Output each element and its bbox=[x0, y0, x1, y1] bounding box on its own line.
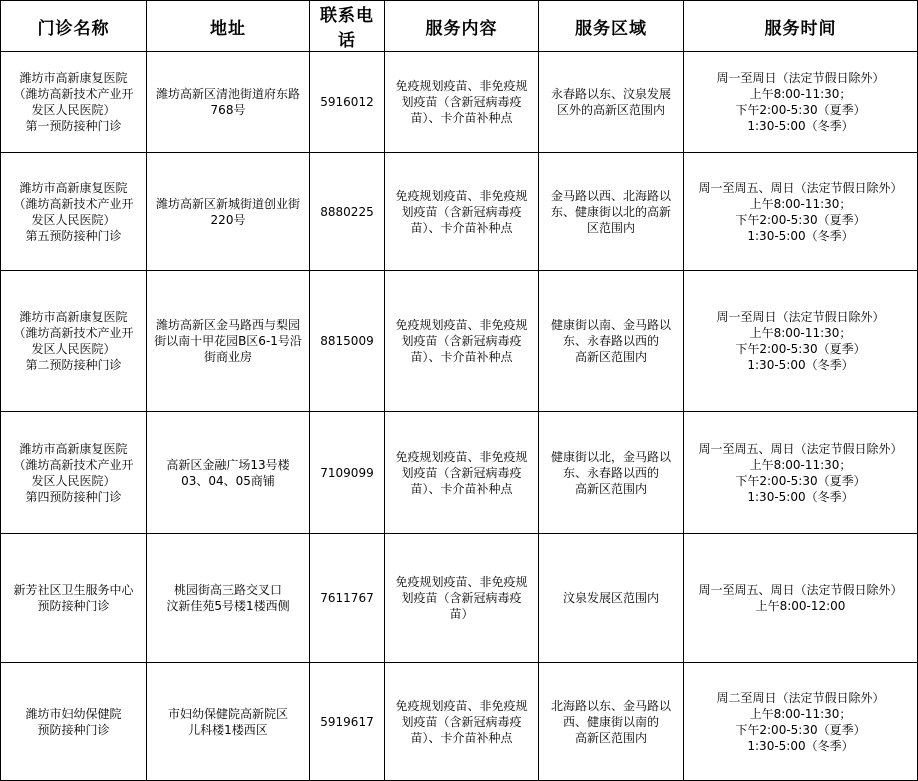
clinic-name-cell bbox=[1, 534, 147, 663]
header-service-content: 服务内容 bbox=[385, 1, 539, 52]
text-line: 高新区金融广场13号楼 bbox=[166, 457, 290, 472]
text-line: 市妇幼保健院高新院区 bbox=[167, 706, 288, 721]
phone-cell: 7611767 bbox=[310, 534, 385, 663]
text-line: 下午2:00-5:30（夏季） bbox=[735, 473, 866, 488]
phone-cell: 5919617 bbox=[310, 663, 385, 781]
text-line: 1:30-5:00（冬季） bbox=[747, 738, 854, 753]
text-line: 下午2:00-5:30（夏季） bbox=[735, 722, 866, 737]
text-line: （潍坊高新技术产业开 bbox=[13, 326, 134, 340]
address-cell bbox=[147, 52, 310, 153]
text-line: （潍坊高新技术产业开 bbox=[13, 196, 134, 211]
service-hours-cell bbox=[684, 52, 918, 153]
text-line: 划疫苗（含新冠病毒疫 bbox=[401, 465, 522, 480]
text-line: 下午2:00-5:30（夏季） bbox=[735, 212, 866, 227]
text-line: 潍坊市高新康复医院 bbox=[19, 71, 128, 85]
text-line: 上午8:00-11:30； bbox=[749, 196, 852, 211]
text-line: 周一至周五、周日（法定节假日除外） bbox=[698, 180, 903, 195]
service-area-cell bbox=[539, 271, 684, 412]
text-line: 汶泉发展区范围内 bbox=[562, 591, 659, 605]
text-line: 潍坊高新区新城街道创业街 bbox=[155, 196, 300, 211]
text-line: 发区人民医院） bbox=[31, 103, 116, 117]
text-line: 潍坊市高新康复医院 bbox=[19, 310, 128, 324]
text-line: 潍坊市高新康复医院 bbox=[19, 441, 128, 456]
service-area-cell bbox=[539, 153, 684, 271]
text-line: 上午8:00-11:30； bbox=[749, 706, 852, 721]
text-line: 周一至周五、周日（法定节假日除外） bbox=[698, 441, 903, 456]
text-line: 苗）、卡介苗补种点 bbox=[410, 220, 513, 235]
table-row bbox=[1, 153, 918, 271]
text-line: 区外的高新区范围内 bbox=[556, 103, 665, 117]
text-line: 上午8:00-11:30； bbox=[749, 87, 852, 101]
service-area-cell bbox=[539, 52, 684, 153]
text-line: 苗）、卡介苗补种点 bbox=[410, 730, 513, 745]
table-row bbox=[1, 534, 918, 663]
table-row bbox=[1, 412, 918, 534]
text-line: 东、永春路以西的 bbox=[562, 465, 659, 480]
text-line: 周二至周日（法定节假日除外） bbox=[716, 690, 885, 705]
text-line: 周一至周五、周日（法定节假日除外） bbox=[698, 583, 903, 597]
address-cell bbox=[147, 271, 310, 412]
text-line: 东、永春路以西的 bbox=[562, 334, 659, 348]
phone-cell: 8815009 bbox=[310, 271, 385, 412]
text-line: 下午2:00-5:30（夏季） bbox=[735, 103, 866, 117]
text-line: 免疫规划疫苗、非免疫规 bbox=[395, 188, 528, 203]
service-area-cell bbox=[539, 534, 684, 663]
text-line: 苗）、卡介苗补种点 bbox=[410, 350, 513, 364]
text-line: 潍坊高新区金马路西与梨园 bbox=[155, 318, 300, 332]
text-line: 桃园街高三路交叉口 bbox=[173, 583, 282, 597]
text-line: 第二预防接种门诊 bbox=[25, 358, 122, 372]
text-line: 划疫苗（含新冠病毒疫 bbox=[401, 591, 522, 605]
header-row bbox=[1, 1, 918, 52]
text-line: 街商业房 bbox=[203, 350, 252, 364]
text-line: 第五预防接种门诊 bbox=[25, 228, 122, 243]
table-row bbox=[1, 52, 918, 153]
service-content-cell bbox=[385, 153, 539, 271]
service-content-cell bbox=[385, 271, 539, 412]
text-line: 1:30-5:00（冬季） bbox=[747, 228, 854, 243]
text-line: 苗）、卡介苗补种点 bbox=[410, 111, 513, 125]
text-line: 1:30-5:00（冬季） bbox=[747, 119, 854, 133]
service-content-cell bbox=[385, 534, 539, 663]
text-line: 新芳社区卫生服务中心 bbox=[13, 583, 134, 597]
header-service-area: 服务区域 bbox=[539, 1, 684, 52]
text-line: 东、健康街以北的高新 bbox=[550, 204, 671, 219]
text-line: 高新区范围内 bbox=[574, 350, 647, 364]
address-cell bbox=[147, 153, 310, 271]
text-line: 发区人民医院） bbox=[31, 212, 116, 227]
text-line: 区范围内 bbox=[586, 220, 635, 235]
text-line: 儿科楼1楼西区 bbox=[188, 722, 268, 737]
service-area-cell bbox=[539, 412, 684, 534]
text-line: 1:30-5:00（冬季） bbox=[747, 489, 854, 504]
text-line: 1:30-5:00（冬季） bbox=[747, 358, 854, 372]
table-row bbox=[1, 271, 918, 412]
text-line: 健康街以南、金马路以 bbox=[550, 318, 671, 332]
text-line: 预防接种门诊 bbox=[37, 722, 110, 737]
text-line: 划疫苗（含新冠病毒疫 bbox=[401, 714, 522, 729]
service-content-cell bbox=[385, 412, 539, 534]
text-line: 高新区范围内 bbox=[574, 730, 647, 745]
text-line: 发区人民医院） bbox=[31, 342, 116, 356]
clinic-name-cell bbox=[1, 412, 147, 534]
text-line: 汶新佳苑5号楼1楼西侧 bbox=[166, 599, 290, 613]
header-phone: 联系电话 bbox=[310, 1, 385, 52]
text-line: 金马路以西、北海路以 bbox=[550, 188, 671, 203]
text-line: 划疫苗（含新冠病毒疫 bbox=[401, 334, 522, 348]
text-line: 免疫规划疫苗、非免疫规 bbox=[395, 698, 528, 713]
text-line: 苗） bbox=[449, 607, 474, 621]
text-line: 高新区范围内 bbox=[574, 481, 647, 496]
text-line: 周一至周日（法定节假日除外） bbox=[716, 310, 885, 324]
text-line: 上午8:00-12:00 bbox=[755, 599, 846, 613]
text-line: 北海路以东、金马路以 bbox=[550, 698, 671, 713]
text-line: 潍坊市妇幼保健院 bbox=[25, 706, 122, 721]
text-line: 第四预防接种门诊 bbox=[25, 489, 122, 504]
text-line: 下午2:00-5:30（夏季） bbox=[735, 342, 866, 356]
text-line: （潍坊高新技术产业开 bbox=[13, 87, 134, 101]
text-line: 免疫规划疫苗、非免疫规 bbox=[395, 318, 528, 332]
service-content-cell bbox=[385, 52, 539, 153]
header-address: 地址 bbox=[147, 1, 310, 52]
text-line: 潍坊高新区清池街道府东路 bbox=[155, 87, 300, 101]
service-hours-cell bbox=[684, 412, 918, 534]
service-hours-cell bbox=[684, 153, 918, 271]
text-line: 街以南十甲花园B区6-1号沿 bbox=[154, 334, 302, 348]
text-line: 上午8:00-11:30； bbox=[749, 326, 852, 340]
phone-cell: 8880225 bbox=[310, 153, 385, 271]
text-line: 第一预防接种门诊 bbox=[25, 119, 122, 133]
phone-cell: 7109099 bbox=[310, 412, 385, 534]
service-hours-cell bbox=[684, 271, 918, 412]
text-line: 潍坊市高新康复医院 bbox=[19, 180, 128, 195]
clinic-name-cell bbox=[1, 271, 147, 412]
text-line: 划疫苗（含新冠病毒疫 bbox=[401, 204, 522, 219]
text-line: 划疫苗（含新冠病毒疫 bbox=[401, 95, 522, 109]
text-line: 768号 bbox=[210, 103, 246, 117]
address-cell bbox=[147, 412, 310, 534]
text-line: 发区人民医院） bbox=[31, 473, 116, 488]
phone-cell: 5916012 bbox=[310, 52, 385, 153]
header-clinic-name: 门诊名称 bbox=[1, 1, 147, 52]
text-line: 免疫规划疫苗、非免疫规 bbox=[395, 575, 528, 589]
clinic-name-cell bbox=[1, 52, 147, 153]
text-line: 预防接种门诊 bbox=[37, 599, 110, 613]
header-service-hours: 服务时间 bbox=[684, 1, 918, 52]
text-line: 永春路以东、汶泉发展 bbox=[550, 87, 671, 101]
text-line: （潍坊高新技术产业开 bbox=[13, 457, 134, 472]
address-cell bbox=[147, 534, 310, 663]
text-line: 西、健康街以南的 bbox=[562, 714, 659, 729]
clinic-name-cell bbox=[1, 153, 147, 271]
text-line: 免疫规划疫苗、非免疫规 bbox=[395, 449, 528, 464]
text-line: 周一至周日（法定节假日除外） bbox=[716, 71, 885, 85]
text-line: 苗）、卡介苗补种点 bbox=[410, 481, 513, 496]
text-line: 免疫规划疫苗、非免疫规 bbox=[395, 79, 528, 93]
service-hours-cell bbox=[684, 534, 918, 663]
text-line: 上午8:00-11:30； bbox=[749, 457, 852, 472]
text-line: 健康街以北，金马路以 bbox=[550, 449, 671, 464]
text-line: 220号 bbox=[210, 212, 246, 227]
text-line: 03、04、05商铺 bbox=[181, 473, 275, 488]
